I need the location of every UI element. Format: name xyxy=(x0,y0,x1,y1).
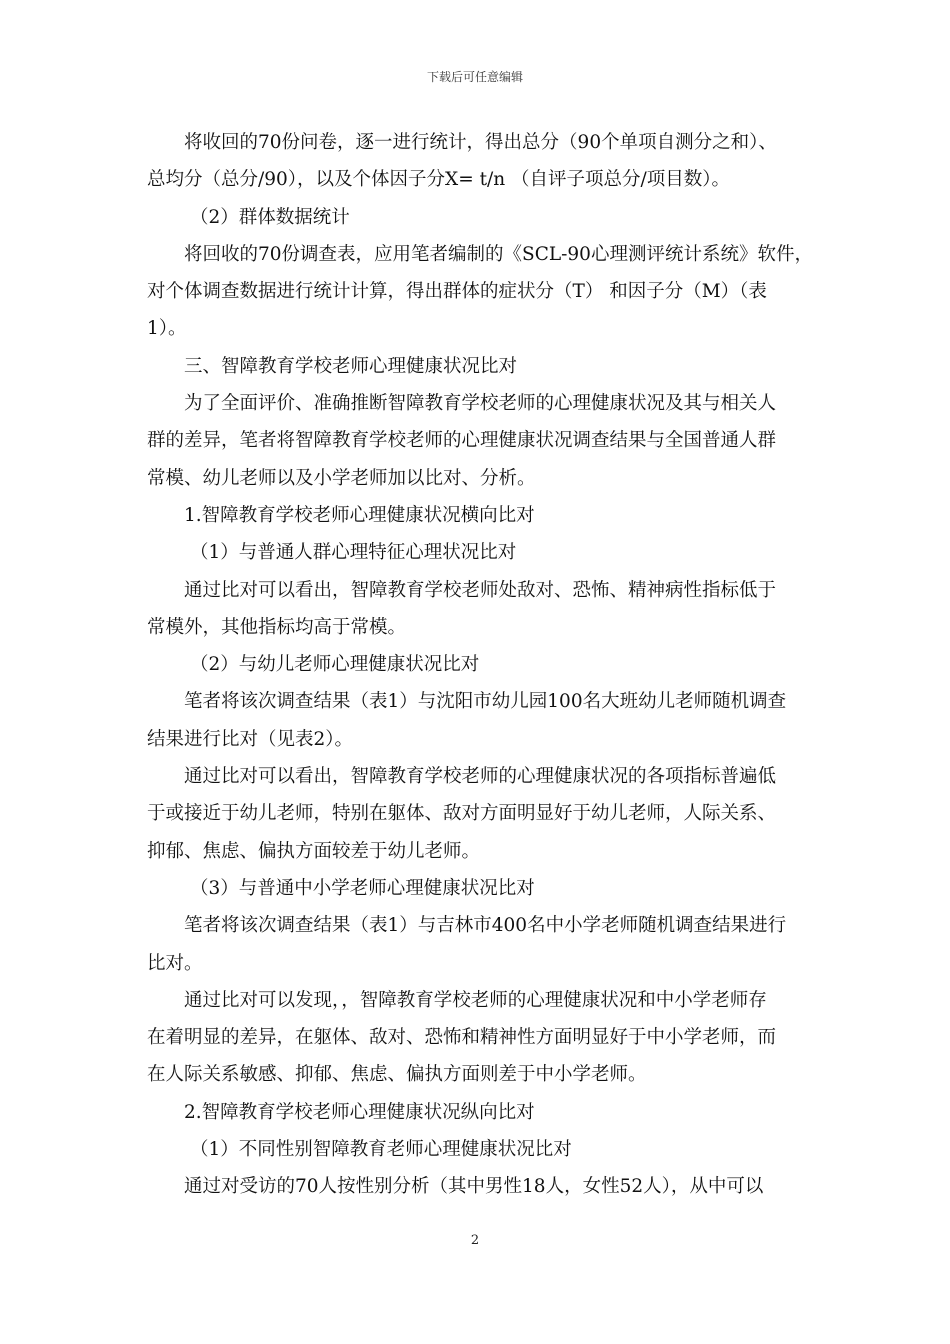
text-line: 抑郁、焦虑、偏执方面较差于幼儿老师。 xyxy=(147,840,481,862)
text-line: 常模外，其他指标均高于常模。 xyxy=(147,616,407,638)
text-line: 1）。 xyxy=(147,318,187,340)
text-line: （1）与普通人群心理特征心理状况比对 xyxy=(190,542,517,564)
body-text xyxy=(147,124,813,1206)
text-line: （1）不同性别智障教育老师心理健康状况比对 xyxy=(190,1139,572,1161)
text-line: 三、智障教育学校老师心理健康状况比对 xyxy=(184,355,518,377)
text-line: 将收回的70份问卷，逐一进行统计，得出总分（90个单项自测分之和）、 xyxy=(184,132,777,153)
text-line: 群的差异，笔者将智障教育学校老师的心理健康状况调查结果与全国普通人群 xyxy=(147,430,777,452)
text-line: 结果进行比对（见表2）。 xyxy=(147,728,354,750)
text-line: 通过对受访的70人按性别分析（其中男性18人，女性52人），从中可以 xyxy=(184,1176,764,1198)
text-line: 1.智障教育学校老师心理健康状况横向比对 xyxy=(184,504,535,526)
text-line: 为了全面评价、准确推断智障教育学校老师的心理健康状况及其与相关人 xyxy=(184,393,777,415)
text-line: 通过比对可以看出，智障教育学校老师的心理健康状况的各项指标普遍低 xyxy=(184,766,777,788)
text-line: 2.智障教育学校老师心理健康状况纵向比对 xyxy=(184,1101,535,1123)
text-line: 比对。 xyxy=(147,952,203,974)
text-line: 笔者将该次调查结果（表1）与吉林市400名中小学老师随机调查结果进行 xyxy=(184,915,787,937)
text-line: 通过比对可以看出，智障教育学校老师处敌对、恐怖、精神病性指标低于 xyxy=(184,579,777,601)
text-line: 笔者将该次调查结果（表1）与沈阳市幼儿园100名大班幼儿老师随机调查 xyxy=(184,691,787,713)
text-line: （2）群体数据统计 xyxy=(190,206,350,228)
page-header: 下载后可任意编辑 xyxy=(426,70,523,84)
text-line: 通过比对可以发现，，智障教育学校老师的心理健康状况和中小学老师存 xyxy=(184,989,767,1011)
text-line: 常模、幼儿老师以及小学老师加以比对、分析。 xyxy=(147,467,536,489)
text-line: 总均分（总分/90），以及个体因子分X= t/n （自评子项总分/项目数）。 xyxy=(147,169,731,191)
text-line: （2）与幼儿老师心理健康状况比对 xyxy=(190,654,480,676)
text-line: 在着明显的差异，在躯体、敌对、恐怖和精神性方面明显好于中小学老师，而 xyxy=(147,1027,777,1049)
text-line: 于或接近于幼儿老师，特别在躯体、敌对方面明显好于幼儿老师，人际关系、 xyxy=(147,803,777,825)
text-line: 对个体调查数据进行统计计算，得出群体的症状分（T） 和因子分（M）（表 xyxy=(147,281,767,303)
text-line: 在人际关系敏感、抑郁、焦虑、偏执方面则差于中小学老师。 xyxy=(147,1064,647,1086)
page-number: 2 xyxy=(470,1233,480,1248)
text-line: 将回收的70份调查表，应用笔者编制的《SCL-90心理测评统计系统》软件， xyxy=(184,243,813,265)
text-line: （3）与普通中小学老师心理健康状况比对 xyxy=(190,877,535,899)
